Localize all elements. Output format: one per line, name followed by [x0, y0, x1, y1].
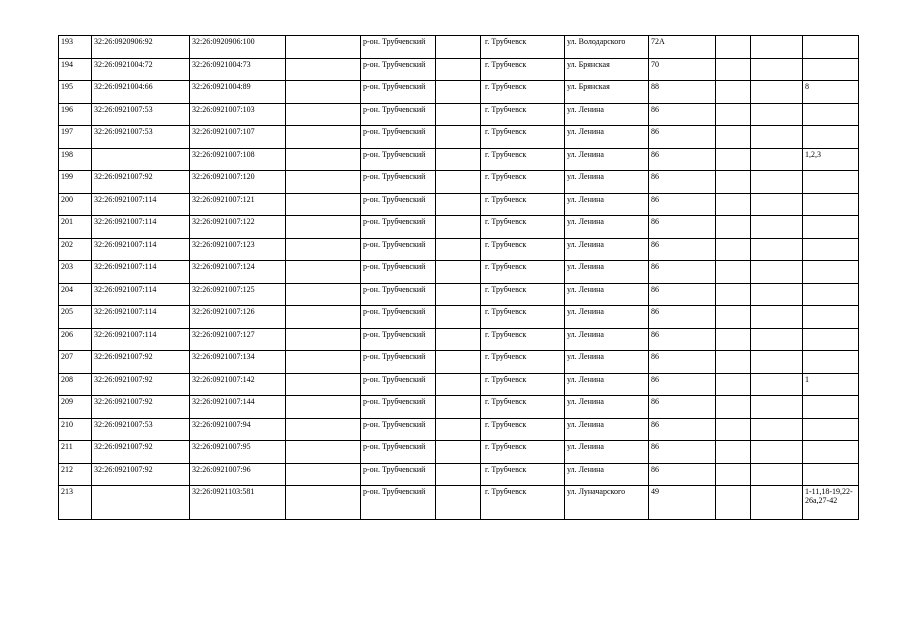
empty-cell: [716, 216, 751, 239]
cadastral-number-cell: 32:26:0921007:127: [190, 328, 286, 351]
empty-cell: [751, 36, 803, 59]
empty-cell: [751, 351, 803, 374]
street-cell: ул. Ленина: [565, 283, 649, 306]
table-row: [59, 126, 859, 149]
table-row: [59, 148, 859, 171]
empty-cell: [286, 58, 361, 81]
table-row: [59, 306, 859, 329]
district-cell: р-он. Трубчевский: [361, 261, 436, 284]
empty-cell: [286, 193, 361, 216]
empty-cell: [751, 463, 803, 486]
cadastral-parent-cell: 32:26:0921004:72: [92, 58, 190, 81]
apartments-cell: [803, 283, 859, 306]
district-cell: р-он. Трубчевский: [361, 103, 436, 126]
empty-cell: [751, 396, 803, 419]
cadastral-parent-cell: 32:26:0921007:53: [92, 103, 190, 126]
house-number-cell: 86: [649, 126, 716, 149]
district-cell: р-он. Трубчевский: [361, 238, 436, 261]
row-number-cell: 211: [59, 441, 92, 464]
street-cell: ул. Ленина: [565, 261, 649, 284]
city-cell: г. Трубчевск: [481, 441, 565, 464]
city-cell: г. Трубчевск: [481, 81, 565, 104]
apartments-cell: [803, 306, 859, 329]
table-row: [59, 486, 859, 520]
cadastral-number-cell: 32:26:0921007:103: [190, 103, 286, 126]
house-number-cell: 86: [649, 463, 716, 486]
empty-cell: [286, 283, 361, 306]
house-number-cell: 86: [649, 351, 716, 374]
table-row: [59, 171, 859, 194]
empty-cell: [716, 171, 751, 194]
apartments-cell: 8: [803, 81, 859, 104]
house-number-cell: 86: [649, 216, 716, 239]
cadastral-parent-cell: 32:26:0921007:114: [92, 306, 190, 329]
empty-cell: [436, 171, 481, 194]
empty-cell: [436, 463, 481, 486]
empty-cell: [716, 328, 751, 351]
empty-cell: [286, 351, 361, 374]
apartments-cell: [803, 396, 859, 419]
cadastral-parent-cell: 32:26:0921007:114: [92, 328, 190, 351]
empty-cell: [751, 216, 803, 239]
street-cell: ул. Ленина: [565, 306, 649, 329]
empty-cell: [716, 36, 751, 59]
cadastral-number-cell: 32:26:0921007:142: [190, 373, 286, 396]
empty-cell: [716, 238, 751, 261]
empty-cell: [751, 283, 803, 306]
city-cell: г. Трубчевск: [481, 126, 565, 149]
empty-cell: [286, 238, 361, 261]
street-cell: ул. Луначарского: [565, 486, 649, 520]
house-number-cell: 86: [649, 441, 716, 464]
city-cell: г. Трубчевск: [481, 193, 565, 216]
empty-cell: [436, 81, 481, 104]
street-cell: ул. Брянская: [565, 58, 649, 81]
table-row: [59, 351, 859, 374]
cadastral-parent-cell: 32:26:0921007:92: [92, 171, 190, 194]
table-row: [59, 81, 859, 104]
district-cell: р-он. Трубчевский: [361, 463, 436, 486]
empty-cell: [716, 58, 751, 81]
table-row: [59, 103, 859, 126]
house-number-cell: 86: [649, 171, 716, 194]
apartments-cell: [803, 216, 859, 239]
street-cell: ул. Ленина: [565, 171, 649, 194]
table-row: [59, 396, 859, 419]
district-cell: р-он. Трубчевский: [361, 351, 436, 374]
empty-cell: [751, 441, 803, 464]
apartments-cell: [803, 418, 859, 441]
street-cell: ул. Брянская: [565, 81, 649, 104]
city-cell: г. Трубчевск: [481, 418, 565, 441]
empty-cell: [716, 148, 751, 171]
cadastral-number-cell: 32:26:0921007:95: [190, 441, 286, 464]
district-cell: р-он. Трубчевский: [361, 328, 436, 351]
street-cell: ул. Ленина: [565, 238, 649, 261]
street-cell: ул. Ленина: [565, 351, 649, 374]
empty-cell: [716, 486, 751, 520]
empty-cell: [436, 238, 481, 261]
empty-cell: [716, 418, 751, 441]
table-row: [59, 328, 859, 351]
row-number-cell: 204: [59, 283, 92, 306]
empty-cell: [716, 193, 751, 216]
empty-cell: [751, 486, 803, 520]
empty-cell: [751, 148, 803, 171]
empty-cell: [286, 306, 361, 329]
empty-cell: [286, 373, 361, 396]
empty-cell: [286, 328, 361, 351]
table-row: [59, 216, 859, 239]
cadastral-number-cell: 32:26:0921007:107: [190, 126, 286, 149]
empty-cell: [716, 261, 751, 284]
empty-cell: [436, 283, 481, 306]
empty-cell: [286, 216, 361, 239]
house-number-cell: 86: [649, 193, 716, 216]
row-number-cell: 198: [59, 148, 92, 171]
empty-cell: [751, 81, 803, 104]
street-cell: ул. Ленина: [565, 216, 649, 239]
street-cell: ул. Ленина: [565, 103, 649, 126]
empty-cell: [286, 396, 361, 419]
empty-cell: [751, 171, 803, 194]
empty-cell: [286, 418, 361, 441]
empty-cell: [286, 486, 361, 520]
table-row: [59, 463, 859, 486]
city-cell: г. Трубчевск: [481, 283, 565, 306]
empty-cell: [436, 126, 481, 149]
cadastral-number-cell: 32:26:0921007:96: [190, 463, 286, 486]
street-cell: ул. Ленина: [565, 418, 649, 441]
empty-cell: [751, 328, 803, 351]
street-cell: ул. Ленина: [565, 126, 649, 149]
city-cell: г. Трубчевск: [481, 396, 565, 419]
city-cell: г. Трубчевск: [481, 328, 565, 351]
empty-cell: [716, 463, 751, 486]
empty-cell: [436, 103, 481, 126]
empty-cell: [436, 486, 481, 520]
cadastral-parent-cell: 32:26:0921007:92: [92, 396, 190, 419]
cadastral-number-cell: 32:26:0921103:581: [190, 486, 286, 520]
row-number-cell: 195: [59, 81, 92, 104]
table-row: [59, 373, 859, 396]
city-cell: г. Трубчевск: [481, 373, 565, 396]
table-row: [59, 36, 859, 59]
cadastral-parent-cell: 32:26:0921007:92: [92, 441, 190, 464]
house-number-cell: 88: [649, 81, 716, 104]
apartments-cell: [803, 261, 859, 284]
apartments-cell: [803, 351, 859, 374]
district-cell: р-он. Трубчевский: [361, 283, 436, 306]
street-cell: ул. Ленина: [565, 441, 649, 464]
house-number-cell: 86: [649, 328, 716, 351]
empty-cell: [436, 441, 481, 464]
cadastral-parent-cell: [92, 486, 190, 520]
empty-cell: [436, 328, 481, 351]
empty-cell: [751, 306, 803, 329]
city-cell: г. Трубчевск: [481, 261, 565, 284]
cadastral-parent-cell: 32:26:0921007:53: [92, 418, 190, 441]
row-number-cell: 199: [59, 171, 92, 194]
row-number-cell: 203: [59, 261, 92, 284]
cadastral-parent-cell: 32:26:0921007:114: [92, 216, 190, 239]
table-row: [59, 238, 859, 261]
empty-cell: [716, 283, 751, 306]
empty-cell: [436, 396, 481, 419]
empty-cell: [716, 373, 751, 396]
street-cell: ул. Ленина: [565, 373, 649, 396]
apartments-cell: [803, 463, 859, 486]
empty-cell: [286, 81, 361, 104]
city-cell: г. Трубчевск: [481, 351, 565, 374]
row-number-cell: 193: [59, 36, 92, 59]
district-cell: р-он. Трубчевский: [361, 171, 436, 194]
apartments-cell: 1: [803, 373, 859, 396]
row-number-cell: 197: [59, 126, 92, 149]
row-number-cell: 202: [59, 238, 92, 261]
cadastral-number-cell: 32:26:0921004:73: [190, 58, 286, 81]
city-cell: г. Трубчевск: [481, 238, 565, 261]
empty-cell: [286, 103, 361, 126]
cadastral-parent-cell: 32:26:0921007:114: [92, 238, 190, 261]
apartments-cell: [803, 171, 859, 194]
empty-cell: [716, 441, 751, 464]
cadastral-number-cell: 32:26:0921007:144: [190, 396, 286, 419]
row-number-cell: 210: [59, 418, 92, 441]
empty-cell: [436, 261, 481, 284]
apartments-cell: [803, 58, 859, 81]
empty-cell: [286, 463, 361, 486]
apartments-cell: [803, 328, 859, 351]
empty-cell: [436, 306, 481, 329]
cadastral-number-cell: 32:26:0921007:122: [190, 216, 286, 239]
street-cell: ул. Володарского: [565, 36, 649, 59]
empty-cell: [286, 36, 361, 59]
district-cell: р-он. Трубчевский: [361, 126, 436, 149]
cadastral-parent-cell: 32:26:0921007:53: [92, 126, 190, 149]
empty-cell: [436, 58, 481, 81]
row-number-cell: 194: [59, 58, 92, 81]
city-cell: г. Трубчевск: [481, 58, 565, 81]
district-cell: р-он. Трубчевский: [361, 306, 436, 329]
street-cell: ул. Ленина: [565, 148, 649, 171]
district-cell: р-он. Трубчевский: [361, 216, 436, 239]
row-number-cell: 205: [59, 306, 92, 329]
cadastral-parent-cell: 32:26:0921007:92: [92, 351, 190, 374]
house-number-cell: 86: [649, 103, 716, 126]
district-cell: р-он. Трубчевский: [361, 486, 436, 520]
empty-cell: [436, 373, 481, 396]
empty-cell: [716, 126, 751, 149]
table-row: [59, 418, 859, 441]
street-cell: ул. Ленина: [565, 463, 649, 486]
empty-cell: [436, 36, 481, 59]
house-number-cell: 86: [649, 148, 716, 171]
cadastral-number-cell: 32:26:0921007:108: [190, 148, 286, 171]
empty-cell: [436, 351, 481, 374]
city-cell: г. Трубчевск: [481, 486, 565, 520]
empty-cell: [436, 216, 481, 239]
empty-cell: [751, 261, 803, 284]
registry-table: [58, 35, 859, 520]
row-number-cell: 207: [59, 351, 92, 374]
empty-cell: [286, 171, 361, 194]
city-cell: г. Трубчевск: [481, 171, 565, 194]
apartments-cell: [803, 441, 859, 464]
apartments-cell: 1,2,3: [803, 148, 859, 171]
empty-cell: [286, 126, 361, 149]
cadastral-parent-cell: 32:26:0920906:92: [92, 36, 190, 59]
registry-body: [59, 36, 859, 520]
house-number-cell: 70: [649, 58, 716, 81]
cadastral-number-cell: 32:26:0921007:120: [190, 171, 286, 194]
table-row: [59, 193, 859, 216]
cadastral-number-cell: 32:26:0920906:100: [190, 36, 286, 59]
city-cell: г. Трубчевск: [481, 216, 565, 239]
city-cell: г. Трубчевск: [481, 103, 565, 126]
row-number-cell: 212: [59, 463, 92, 486]
city-cell: г. Трубчевск: [481, 148, 565, 171]
district-cell: р-он. Трубчевский: [361, 58, 436, 81]
house-number-cell: 49: [649, 486, 716, 520]
empty-cell: [436, 148, 481, 171]
cadastral-number-cell: 32:26:0921007:94: [190, 418, 286, 441]
city-cell: г. Трубчевск: [481, 306, 565, 329]
empty-cell: [716, 396, 751, 419]
district-cell: р-он. Трубчевский: [361, 418, 436, 441]
district-cell: р-он. Трубчевский: [361, 148, 436, 171]
street-cell: ул. Ленина: [565, 328, 649, 351]
empty-cell: [751, 238, 803, 261]
apartments-cell: [803, 238, 859, 261]
empty-cell: [751, 103, 803, 126]
empty-cell: [716, 103, 751, 126]
apartments-cell: 1-11,18-19,22-26а,27-42: [803, 486, 859, 520]
empty-cell: [716, 351, 751, 374]
empty-cell: [286, 441, 361, 464]
house-number-cell: 86: [649, 306, 716, 329]
apartments-cell: [803, 103, 859, 126]
empty-cell: [436, 418, 481, 441]
cadastral-number-cell: 32:26:0921007:134: [190, 351, 286, 374]
row-number-cell: 200: [59, 193, 92, 216]
empty-cell: [751, 193, 803, 216]
empty-cell: [751, 373, 803, 396]
table-row: [59, 441, 859, 464]
street-cell: ул. Ленина: [565, 193, 649, 216]
city-cell: г. Трубчевск: [481, 36, 565, 59]
house-number-cell: 72А: [649, 36, 716, 59]
district-cell: р-он. Трубчевский: [361, 81, 436, 104]
cadastral-number-cell: 32:26:0921007:123: [190, 238, 286, 261]
apartments-cell: [803, 193, 859, 216]
row-number-cell: 196: [59, 103, 92, 126]
cadastral-parent-cell: 32:26:0921007:114: [92, 261, 190, 284]
apartments-cell: [803, 126, 859, 149]
cadastral-number-cell: 32:26:0921004:89: [190, 81, 286, 104]
row-number-cell: 213: [59, 486, 92, 520]
cadastral-parent-cell: 32:26:0921004:66: [92, 81, 190, 104]
table-row: [59, 283, 859, 306]
house-number-cell: 86: [649, 373, 716, 396]
empty-cell: [286, 148, 361, 171]
row-number-cell: 208: [59, 373, 92, 396]
row-number-cell: 201: [59, 216, 92, 239]
street-cell: ул. Ленина: [565, 396, 649, 419]
cadastral-number-cell: 32:26:0921007:121: [190, 193, 286, 216]
house-number-cell: 86: [649, 396, 716, 419]
city-cell: г. Трубчевск: [481, 463, 565, 486]
row-number-cell: 209: [59, 396, 92, 419]
empty-cell: [716, 306, 751, 329]
house-number-cell: 86: [649, 238, 716, 261]
empty-cell: [286, 261, 361, 284]
row-number-cell: 206: [59, 328, 92, 351]
cadastral-parent-cell: 32:26:0921007:92: [92, 463, 190, 486]
district-cell: р-он. Трубчевский: [361, 36, 436, 59]
cadastral-parent-cell: 32:26:0921007:114: [92, 193, 190, 216]
table-row: [59, 58, 859, 81]
cadastral-parent-cell: 32:26:0921007:114: [92, 283, 190, 306]
empty-cell: [751, 126, 803, 149]
empty-cell: [751, 418, 803, 441]
cadastral-parent-cell: [92, 148, 190, 171]
empty-cell: [716, 81, 751, 104]
house-number-cell: 86: [649, 261, 716, 284]
district-cell: р-он. Трубчевский: [361, 441, 436, 464]
district-cell: р-он. Трубчевский: [361, 193, 436, 216]
apartments-cell: [803, 36, 859, 59]
empty-cell: [751, 58, 803, 81]
cadastral-number-cell: 32:26:0921007:126: [190, 306, 286, 329]
district-cell: р-он. Трубчевский: [361, 373, 436, 396]
table-row: [59, 261, 859, 284]
cadastral-number-cell: 32:26:0921007:125: [190, 283, 286, 306]
district-cell: р-он. Трубчевский: [361, 396, 436, 419]
cadastral-number-cell: 32:26:0921007:124: [190, 261, 286, 284]
cadastral-parent-cell: 32:26:0921007:92: [92, 373, 190, 396]
empty-cell: [436, 193, 481, 216]
house-number-cell: 86: [649, 418, 716, 441]
house-number-cell: 86: [649, 283, 716, 306]
